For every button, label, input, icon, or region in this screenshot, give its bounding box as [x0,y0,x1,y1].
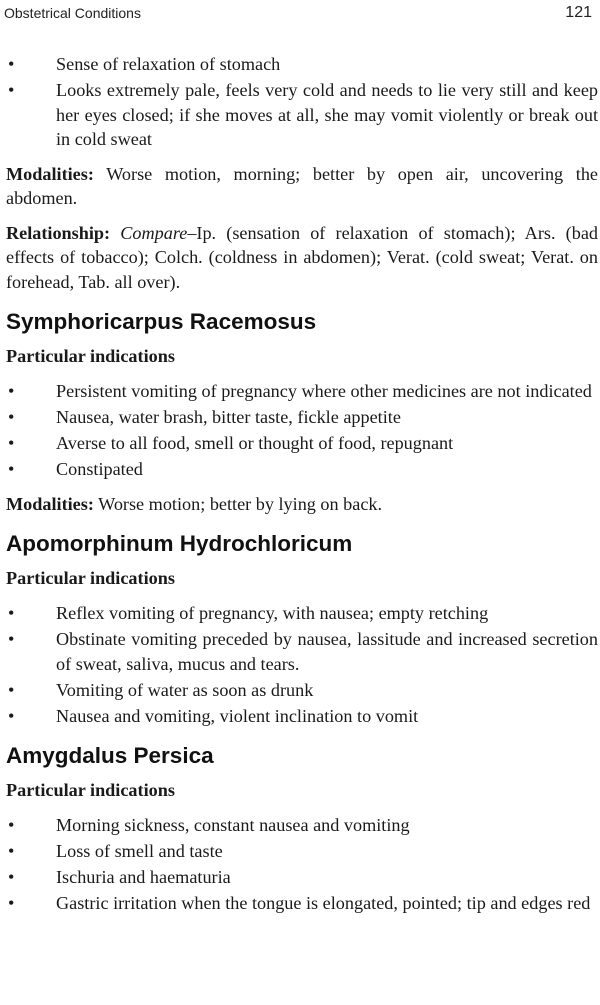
page-number: 121 [565,4,592,21]
bullet-marker: • [8,433,15,453]
indications-list [6,379,598,482]
list-item-text: Nausea, water brash, bitter taste, fickle appetite [56,407,401,427]
list-item-text: Ischuria and haematuria [56,867,231,887]
running-head [4,2,592,24]
section-title: Apomorphinum Hydrochloricum [6,531,353,556]
list-item [6,891,598,916]
list-item [6,839,598,864]
modalities-label: Modalities: [6,163,94,184]
relationship-label: Relationship: [6,222,111,243]
bullet-marker: • [8,815,15,835]
bullet-marker: • [8,629,15,649]
list-item [6,78,598,152]
list-item [6,865,598,890]
list-item-text: Vomiting of water as soon as drunk [56,679,314,700]
list-item [6,601,598,626]
modalities-paragraph [6,492,598,517]
intro-bullet-list [6,52,598,152]
bullet-marker: • [8,80,15,100]
list-item [6,457,598,482]
bullet-marker: • [8,381,15,401]
bullet-marker: • [8,54,15,74]
bullet-marker: • [8,867,15,887]
list-item [6,405,598,430]
list-item [6,431,598,456]
list-item-text: Nausea and vomiting, violent inclination to vomit [56,705,419,726]
section-title: Symphoricarpus Racemosus [6,309,317,334]
relationship-text: –Ip. (sensation of relaxation of stomach); Ars. (bad effects of tobacco); Colch. (coldness in abdomen); Verat. (cold sweat; Verat. on forehead, Tab. all over). [6,222,598,292]
bullet-marker: • [8,679,15,700]
modalities-label: Modalities: [6,493,94,514]
list-item [6,704,598,729]
list-item-text: Reflex vomiting of pregnancy, with nausea; empty retching [56,603,489,623]
list-item [6,813,598,838]
bullet-marker: • [8,705,15,726]
section-subtitle: Particular indications [6,780,175,800]
list-item-text: Constipated [56,459,143,479]
bullet-marker: • [8,407,15,427]
list-item-text: Averse to all food, smell or thought of food, repugnant [56,433,454,453]
list-item-text: Gastric irritation when the tongue is elongated, pointed; tip and edges red [56,893,591,913]
list-item-text: Obstinate vomiting preceded by nausea, lassitude and increased secretion of sweat, saliva, mucus and tears. [56,629,598,674]
bullet-marker: • [8,841,15,861]
list-item-text: Sense of relaxation of stomach [56,54,281,74]
list-item [6,627,598,676]
list-item-text: Looks extremely pale, feels very cold and needs to lie very still and keep her eyes closed; if she moves at all, she may vomit violently or break out in cold sweat [56,80,598,149]
section-subtitle: Particular indications [6,346,175,366]
indications-list [6,813,598,916]
relationship-paragraph [6,221,598,295]
section-subtitle: Particular indications [6,568,175,588]
list-item-text: Persistent vomiting of pregnancy where other medicines are not indicated [56,381,592,401]
modalities-paragraph [6,162,598,211]
page-body [6,52,598,917]
list-item [6,379,598,404]
list-item [6,678,598,703]
modalities-text: Worse motion; better by lying on back. [93,493,383,514]
indications-list [6,601,598,728]
chapter-title: Obstetrical Conditions [4,5,141,21]
bullet-marker: • [8,459,15,479]
section-title: Amygdalus Persica [6,743,214,768]
list-item-text: Loss of smell and taste [56,841,223,861]
bullet-marker: • [8,893,15,913]
compare-term: Compare [120,222,188,243]
bullet-marker: • [8,603,15,623]
list-item-text: Morning sickness, constant nausea and vomiting [56,815,410,835]
list-item [6,52,598,77]
modalities-text: Worse motion, morning; better by open air, uncovering the abdomen. [6,163,598,208]
